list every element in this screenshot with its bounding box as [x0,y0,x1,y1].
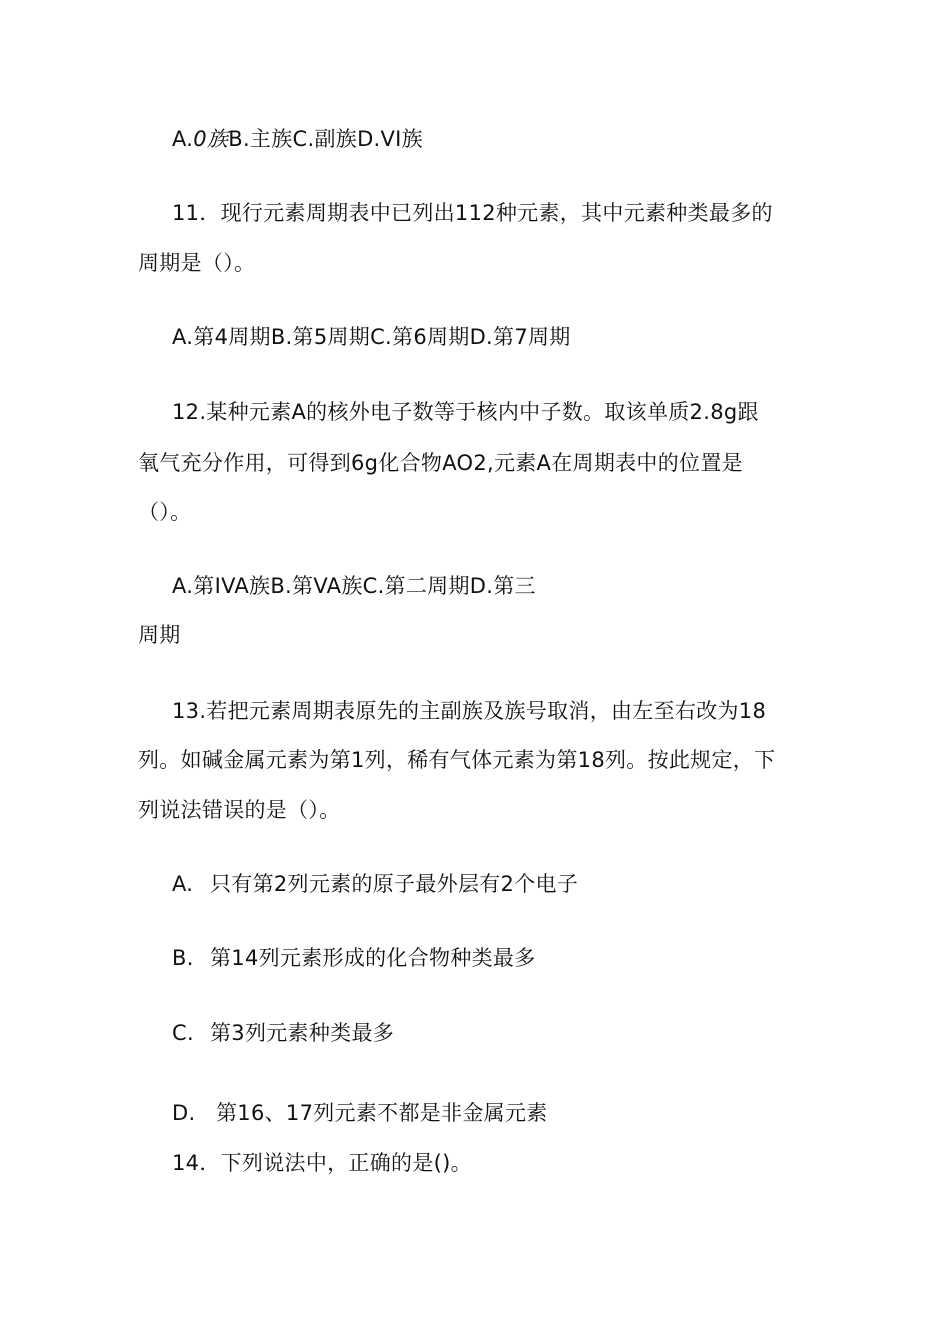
q10-options [172,124,423,154]
q14-line-1: 14．下列说法中，正确的是()。 [172,1151,472,1175]
q13-option-a-label: A. [172,872,194,896]
q12-line-1: 12.某种元素A的核外电子数等于核内中子数。取该单质2.8g跟 [172,400,759,424]
q13-option-b-label: B. [172,946,194,970]
q13-option-d-label: D. [172,1101,196,1125]
q13-option-d [172,1098,548,1128]
q10-option-a-text: 0族 [193,127,229,151]
q12-line-2: 氧气充分作用，可得到6g化合物AO2,元素A在周期表中的位置是 [138,451,743,475]
q13-line-2: 列。如碱金属元素为第1列，稀有气体元素为第18列。按此规定，下 [138,748,776,772]
q10-options-rest: B.主族C.副族D.VI族 [228,127,423,151]
q13-option-c [172,1018,394,1048]
q11-options: A.第4周期B.第5周期C.第6周期D.第7周期 [172,325,571,349]
q13-option-a [172,869,578,899]
q13-line-1: 13.若把元素周期表原先的主副族及族号取消，由左至右改为18 [172,699,767,723]
q10-option-a-prefix: A. [172,127,194,151]
q11-line-1: 11．现行元素周期表中已列出112种元素，其中元素种类最多的 [172,201,773,225]
q13-option-d-text: 第16、17列元素不都是非金属元素 [216,1101,548,1125]
q13-line-3: 列说法错误的是（）。 [138,798,341,822]
q13-option-c-label: C. [172,1021,194,1045]
q13-option-b [172,943,536,973]
q12-options: A.第IVA族B.第VA族C.第二周期D.第三 [172,574,536,598]
q12-options-cont: 周期 [138,623,181,647]
q13-option-c-text: 第3列元素种类最多 [210,1021,395,1045]
q12-line-3: （）。 [138,500,192,524]
q13-option-a-text: 只有第2列元素的原子最外层有2个电子 [210,872,579,896]
q11-line-2: 周期是（）。 [138,251,256,275]
q13-option-b-text: 第14列元素形成的化合物种类最多 [210,946,536,970]
